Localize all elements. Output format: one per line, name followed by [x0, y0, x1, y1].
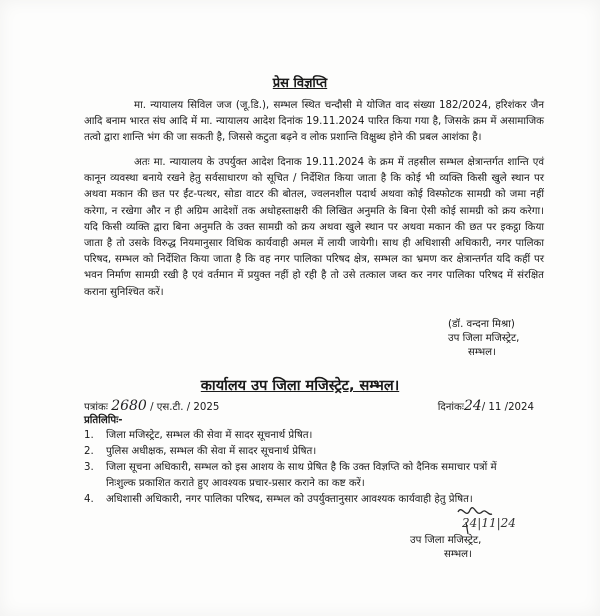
- date-handwritten-day: 24: [463, 398, 482, 414]
- list-item-number: 1.: [84, 430, 94, 441]
- list-item-text: जिला सूचना अधिकारी, सम्भल को इस आशय के साथ प्रेषित है कि उक्त विज्ञप्ति को दैनिक समाचार पत्रों में निःशुल्क प्रकाशित कराते हुए आवश्यक प्रचार-प्रसार कराने का कष्ट करें।: [106, 462, 497, 489]
- handwritten-date: 24|11|24: [462, 516, 516, 530]
- list-item: [84, 428, 524, 444]
- list-item-number: 4.: [84, 494, 94, 505]
- date-prefix: दिनांकः: [437, 402, 464, 413]
- copies-heading: प्रतिलिपिः-: [84, 415, 123, 426]
- notice-paragraph-2: अतः मा. न्यायालय के उपर्युक्त आदेश दिनाक 19.11.2024 के क्रम में तहसील सम्भल क्षेत्रान्तर्गत शान्ति एवं कानून व्यवस्था बनाये रखने हेतु सर्वसाधारण को सूचित / निर्देशित किया जाता है कि कोई भी व्यक्ति किसी खुले स्थान पर अथवा मकान की छत पर ईंट-पत्थर, सोडा वाटर की बोतल, ज्वलनशील पदार्थ अथवा कोई विस्फोटक सामग्री को जमा नहीं करेगा, न रखेगा और न ही अग्रिम आदेशों तक अधोहस्ताक्षरी की लिखित अनुमति के बिना ऐसी कोई सामग्री को क्रय करेगा। यदि किसी व्यक्ति द्वारा बिना अनुमति के उक्त सामग्री को क्रय अथवा खुले स्थान पर अथवा मकान की छत पर इकट्ठा किया जाता है तो उसके विरुद्ध नियमानुसार विधिक कार्यवाही अमल में लायी जायेगी। साथ ही अधिशासी अधिकारी, नगर पालिका परिषद, सम्भल को निर्देशित किया जाता है कि वह नगर पालिका परिषद क्षेत्र, सम्भल का भ्रमण कर क्षेत्रान्तर्गत यदि कहीं पर भवन निर्माण सामग्री रखी है एवं वर्तमान में प्रयुक्त नहीं हो रही है तो उसे तत्काल जब्त कर नगर पालिका परिषद में संरक्षित कराना सुनिश्चित करें।: [84, 157, 544, 298]
- closing-signatory-title: उप जिला मजिस्ट्रेट,: [410, 535, 482, 546]
- list-item: [84, 460, 524, 492]
- signatory-title: उप जिला मजिस्ट्रेट,: [448, 333, 520, 344]
- notice-paragraph-1: मा. न्यायालय सिविल जज (जू.डि.), सम्भल स्थित चन्दौसी मे योजित वाद संख्या 182/2024, हरिशंकर जैन आदि बनाम भारत संघ आदि में मा. न्यायालय आदेश दिनांक 19.11.2024 पारित किया गया है, जिसके क्रम में असामाजिक तत्वो द्वारा शान्ति भंग की जा सकती है, जिससे कटुता बढ़ने व लोक प्रशान्ति विक्षुब्ध होने की प्रबल आशंका है।: [84, 100, 544, 144]
- list-item: [84, 444, 524, 460]
- signatory-place: सम्भल।: [468, 347, 496, 358]
- office-heading: कार्यालय उप जिला मजिस्ट्रेट, सम्भल।: [200, 378, 400, 394]
- list-item-text: पुलिस अधीक्षक, सम्भल की सेवा में सादर सूचनार्थ प्रेषित।: [106, 446, 317, 457]
- list-item-text: अधिशासी अधिकारी, नगर पालिका परिषद, सम्भल को उपर्युक्तानुसार आवश्यक कार्यवाही हेतु प्रेषित।: [106, 494, 473, 505]
- reference-handwritten-number: 2680: [111, 398, 147, 414]
- reference-prefix: पत्रांकः: [84, 402, 108, 413]
- reference-suffix: / एस.टी. / 2025: [150, 402, 220, 413]
- copies-list: [84, 428, 524, 508]
- list-item-text: जिला मजिस्ट्रेट, सम्भल की सेवा में सादर सूचनार्थ प्रेषित।: [106, 430, 313, 441]
- notice-title: प्रेस विज्ञप्ति: [272, 76, 328, 91]
- closing-signatory-place: सम्भल।: [444, 549, 472, 560]
- list-item-number: 2.: [84, 446, 94, 457]
- notice-signature-block: [448, 318, 558, 360]
- list-item-number: 3.: [84, 462, 94, 473]
- reference-date: [438, 398, 534, 414]
- closing-signature-block: [410, 534, 530, 562]
- date-rest: / 11 /2024: [481, 402, 534, 413]
- signatory-name: (डॉ. वन्दना मिश्रा): [448, 319, 515, 330]
